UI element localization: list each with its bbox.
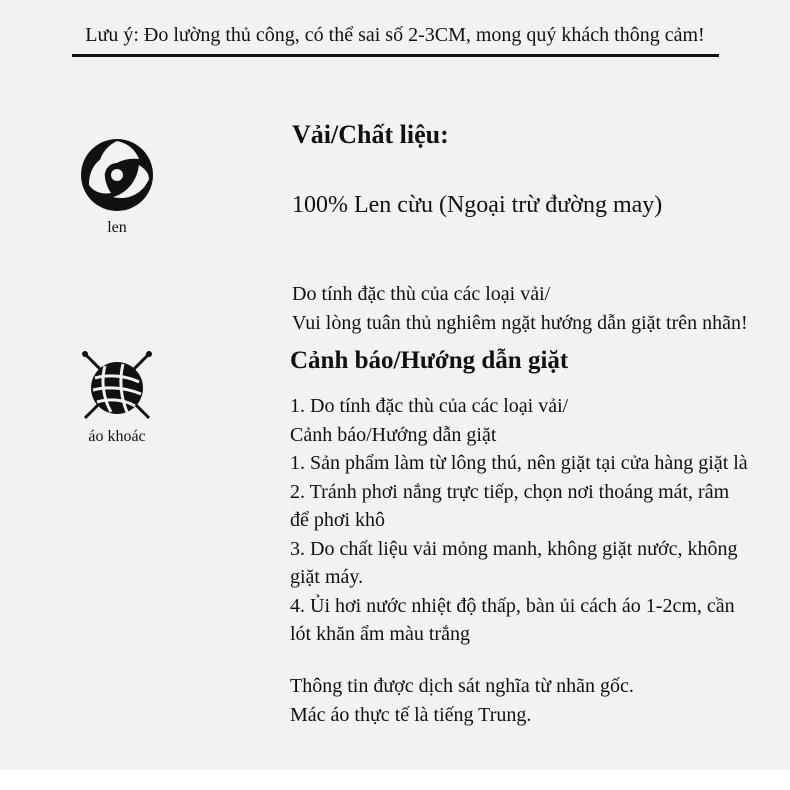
care-instructions: [290, 392, 748, 649]
care-heading: Cảnh báo/Hướng dẫn giặt: [290, 347, 569, 374]
care-line: 2. Tránh phơi nắng trực tiếp, chọn nơi thoáng mát, râm: [290, 480, 730, 503]
material-value: 100% Len cừu (Ngoại trừ đường may): [292, 192, 663, 218]
material-icon-caption: len: [107, 219, 127, 236]
care-line: 3. Do chất liệu vải mỏng manh, không giặt nước, không: [290, 537, 738, 560]
care-line: lót khăn ẩm màu trắng: [290, 623, 470, 645]
care-line: Cảnh báo/Hướng dẫn giặt: [290, 423, 497, 446]
footer-note: [290, 672, 634, 729]
measurement-notice: Lưu ý: Đo lường thủ công, có thể sai số 2-3CM, mong quý khách thông cảm!: [85, 24, 705, 46]
material-icon-block: [72, 135, 162, 237]
care-line: 1. Do tính đặc thù của các loại vải/: [290, 395, 569, 417]
material-heading: Vải/Chất liệu:: [292, 120, 449, 149]
care-line: 4. Ủi hơi nước nhiệt độ thấp, bàn ủi cách áo 1-2cm, cần: [290, 594, 735, 617]
fabric-note: [292, 280, 748, 337]
care-line: giặt máy.: [290, 566, 364, 588]
fabric-note-line: Do tính đặc thù của các loại vải/: [292, 283, 551, 305]
notice-divider: [72, 54, 719, 57]
footer-note-line: Mác áo thực tế là tiếng Trung.: [290, 703, 532, 726]
wool-ball-icon: [79, 135, 155, 215]
fabric-note-line: Vui lòng tuân thủ nghiêm ngặt hướng dẫn giặt trên nhãn!: [292, 311, 748, 334]
footer-note-line: Thông tin được dịch sát nghĩa từ nhãn gốc.: [290, 675, 634, 697]
care-icon-block: [72, 348, 162, 446]
bottom-margin: [0, 770, 790, 790]
knitting-yarn-icon: [79, 348, 155, 424]
care-icon-caption: áo khoác: [88, 428, 146, 445]
care-line: 1. Sản phẩm làm từ lông thú, nên giặt tại cửa hàng giặt là: [290, 452, 748, 474]
care-line: để phơi khô: [290, 509, 386, 531]
